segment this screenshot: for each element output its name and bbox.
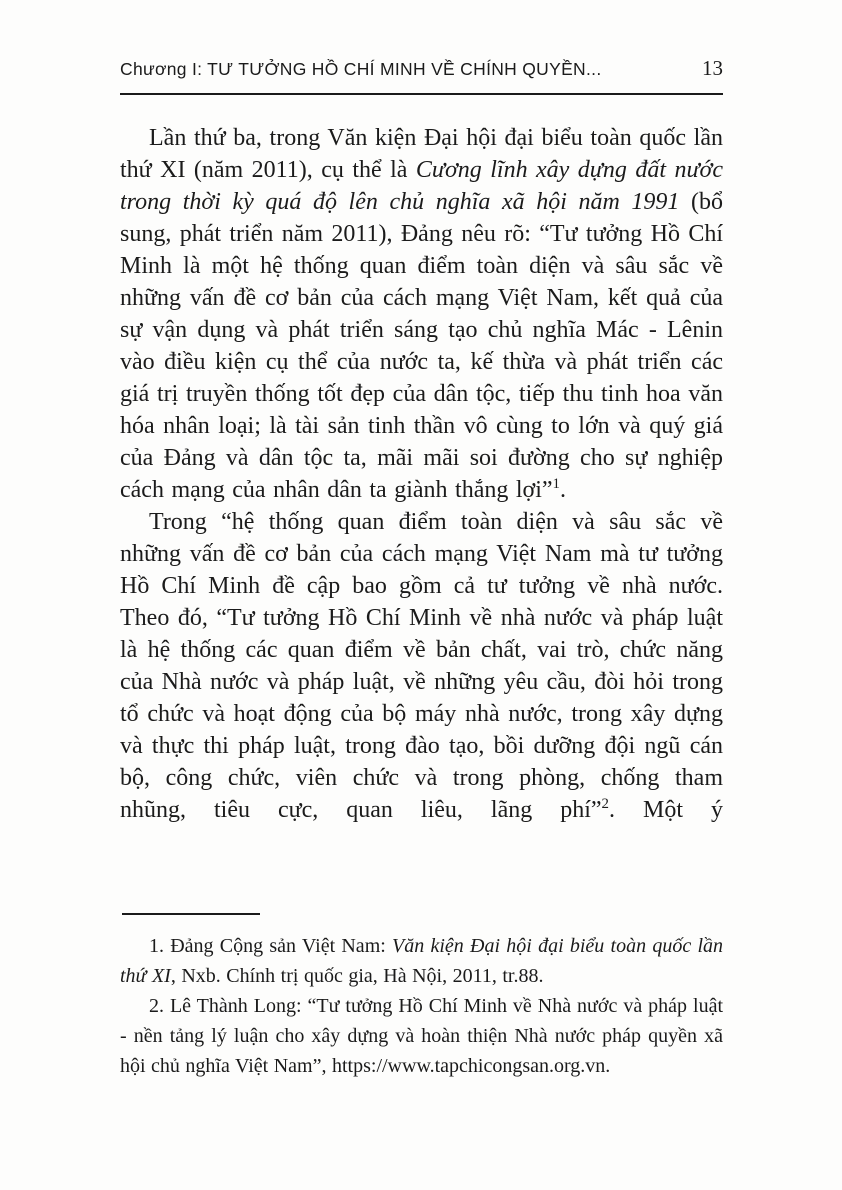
text-run: . [559,477,566,503]
italic-text: Cương lĩnh xây dựng đất nước trong thời kỳ quá độ lên chủ nghĩa xã hội năm 1991 [120,157,723,215]
footnote-marker: 2 [601,796,609,812]
footnote-1 [120,931,723,991]
text-run: . Một ý [608,797,723,823]
text-run: , Nxb. Chính trị quốc gia, Hà Nội, 2011, tr.88. [170,965,544,987]
footnotes-section [120,913,723,1081]
page-number: 13 [702,56,723,80]
text-run: 1. Đảng Cộng sản Việt Nam: [149,935,393,957]
footnote-rule [122,913,260,915]
footnote-2 [120,991,723,1081]
body-paragraph-2 [120,506,723,826]
running-head-title: Chương I: TƯ TƯỞNG HỒ CHÍ MINH VỀ CHÍNH QUYỀN... [120,59,602,79]
footnote-marker: 1 [552,476,560,492]
body-text [120,122,723,826]
text-run: Lần thứ ba, trong Văn kiện Đại hội đại biểu toàn quốc lần thứ XI (năm 2011), cụ thể là [120,125,723,183]
page-header [120,56,723,81]
header-rule [120,93,723,95]
text-run: (bổ sung, phát triển năm 2011), Đảng nêu rõ: “Tư tưởng Hồ Chí Minh là một hệ thống quan điểm toàn diện và sâu sắc về những vấn đề cơ bản của cách mạng Việt Nam, kết quả của sự vận dụng và phát triển sáng tạo chủ nghĩa Mác - Lênin vào điều kiện cụ thể của nước ta, kế thừa và phát triển các giá trị truyền thống tốt đẹp của dân tộc, tiếp thu tinh hoa văn hóa nhân loại; là tài sản tinh thần vô cùng to lớn và quý giá của Đảng và dân tộc ta, mãi mãi soi đường cho sự nghiệp cách mạng của nhân dân ta giành thắng lợi” [120,189,723,503]
text-run: Trong “hệ thống quan điểm toàn diện và sâu sắc về những vấn đề cơ bản của cách mạng Việt Nam mà tư tưởng Hồ Chí Minh đề cập bao gồm cả tư tưởng về nhà nước. Theo đó, “Tư tưởng Hồ Chí Minh về nhà nước và pháp luật là hệ thống các quan điểm về bản chất, vai trò, chức năng của Nhà nước và pháp luật, về những yêu cầu, đòi hỏi trong tổ chức và hoạt động của bộ máy nhà nước, trong xây dựng và thực thi pháp luật, trong đào tạo, bồi dưỡng đội ngũ cán bộ, công chức, viên chức và trong phòng, chống tham nhũng, tiêu cực, quan liêu, lãng phí” [120,509,723,823]
italic-text: Văn kiện Đại hội đại biểu toàn quốc lần thứ XI [120,935,723,987]
body-paragraph-1 [120,122,723,506]
text-run: 2. Lê Thành Long: “Tư tưởng Hồ Chí Minh về Nhà nước và pháp luật - nền tảng lý luận cho xây dựng và hoàn thiện Nhà nước pháp quyền xã hội chủ nghĩa Việt Nam”, https://www.tapchicongsan.org.vn. [120,995,723,1077]
